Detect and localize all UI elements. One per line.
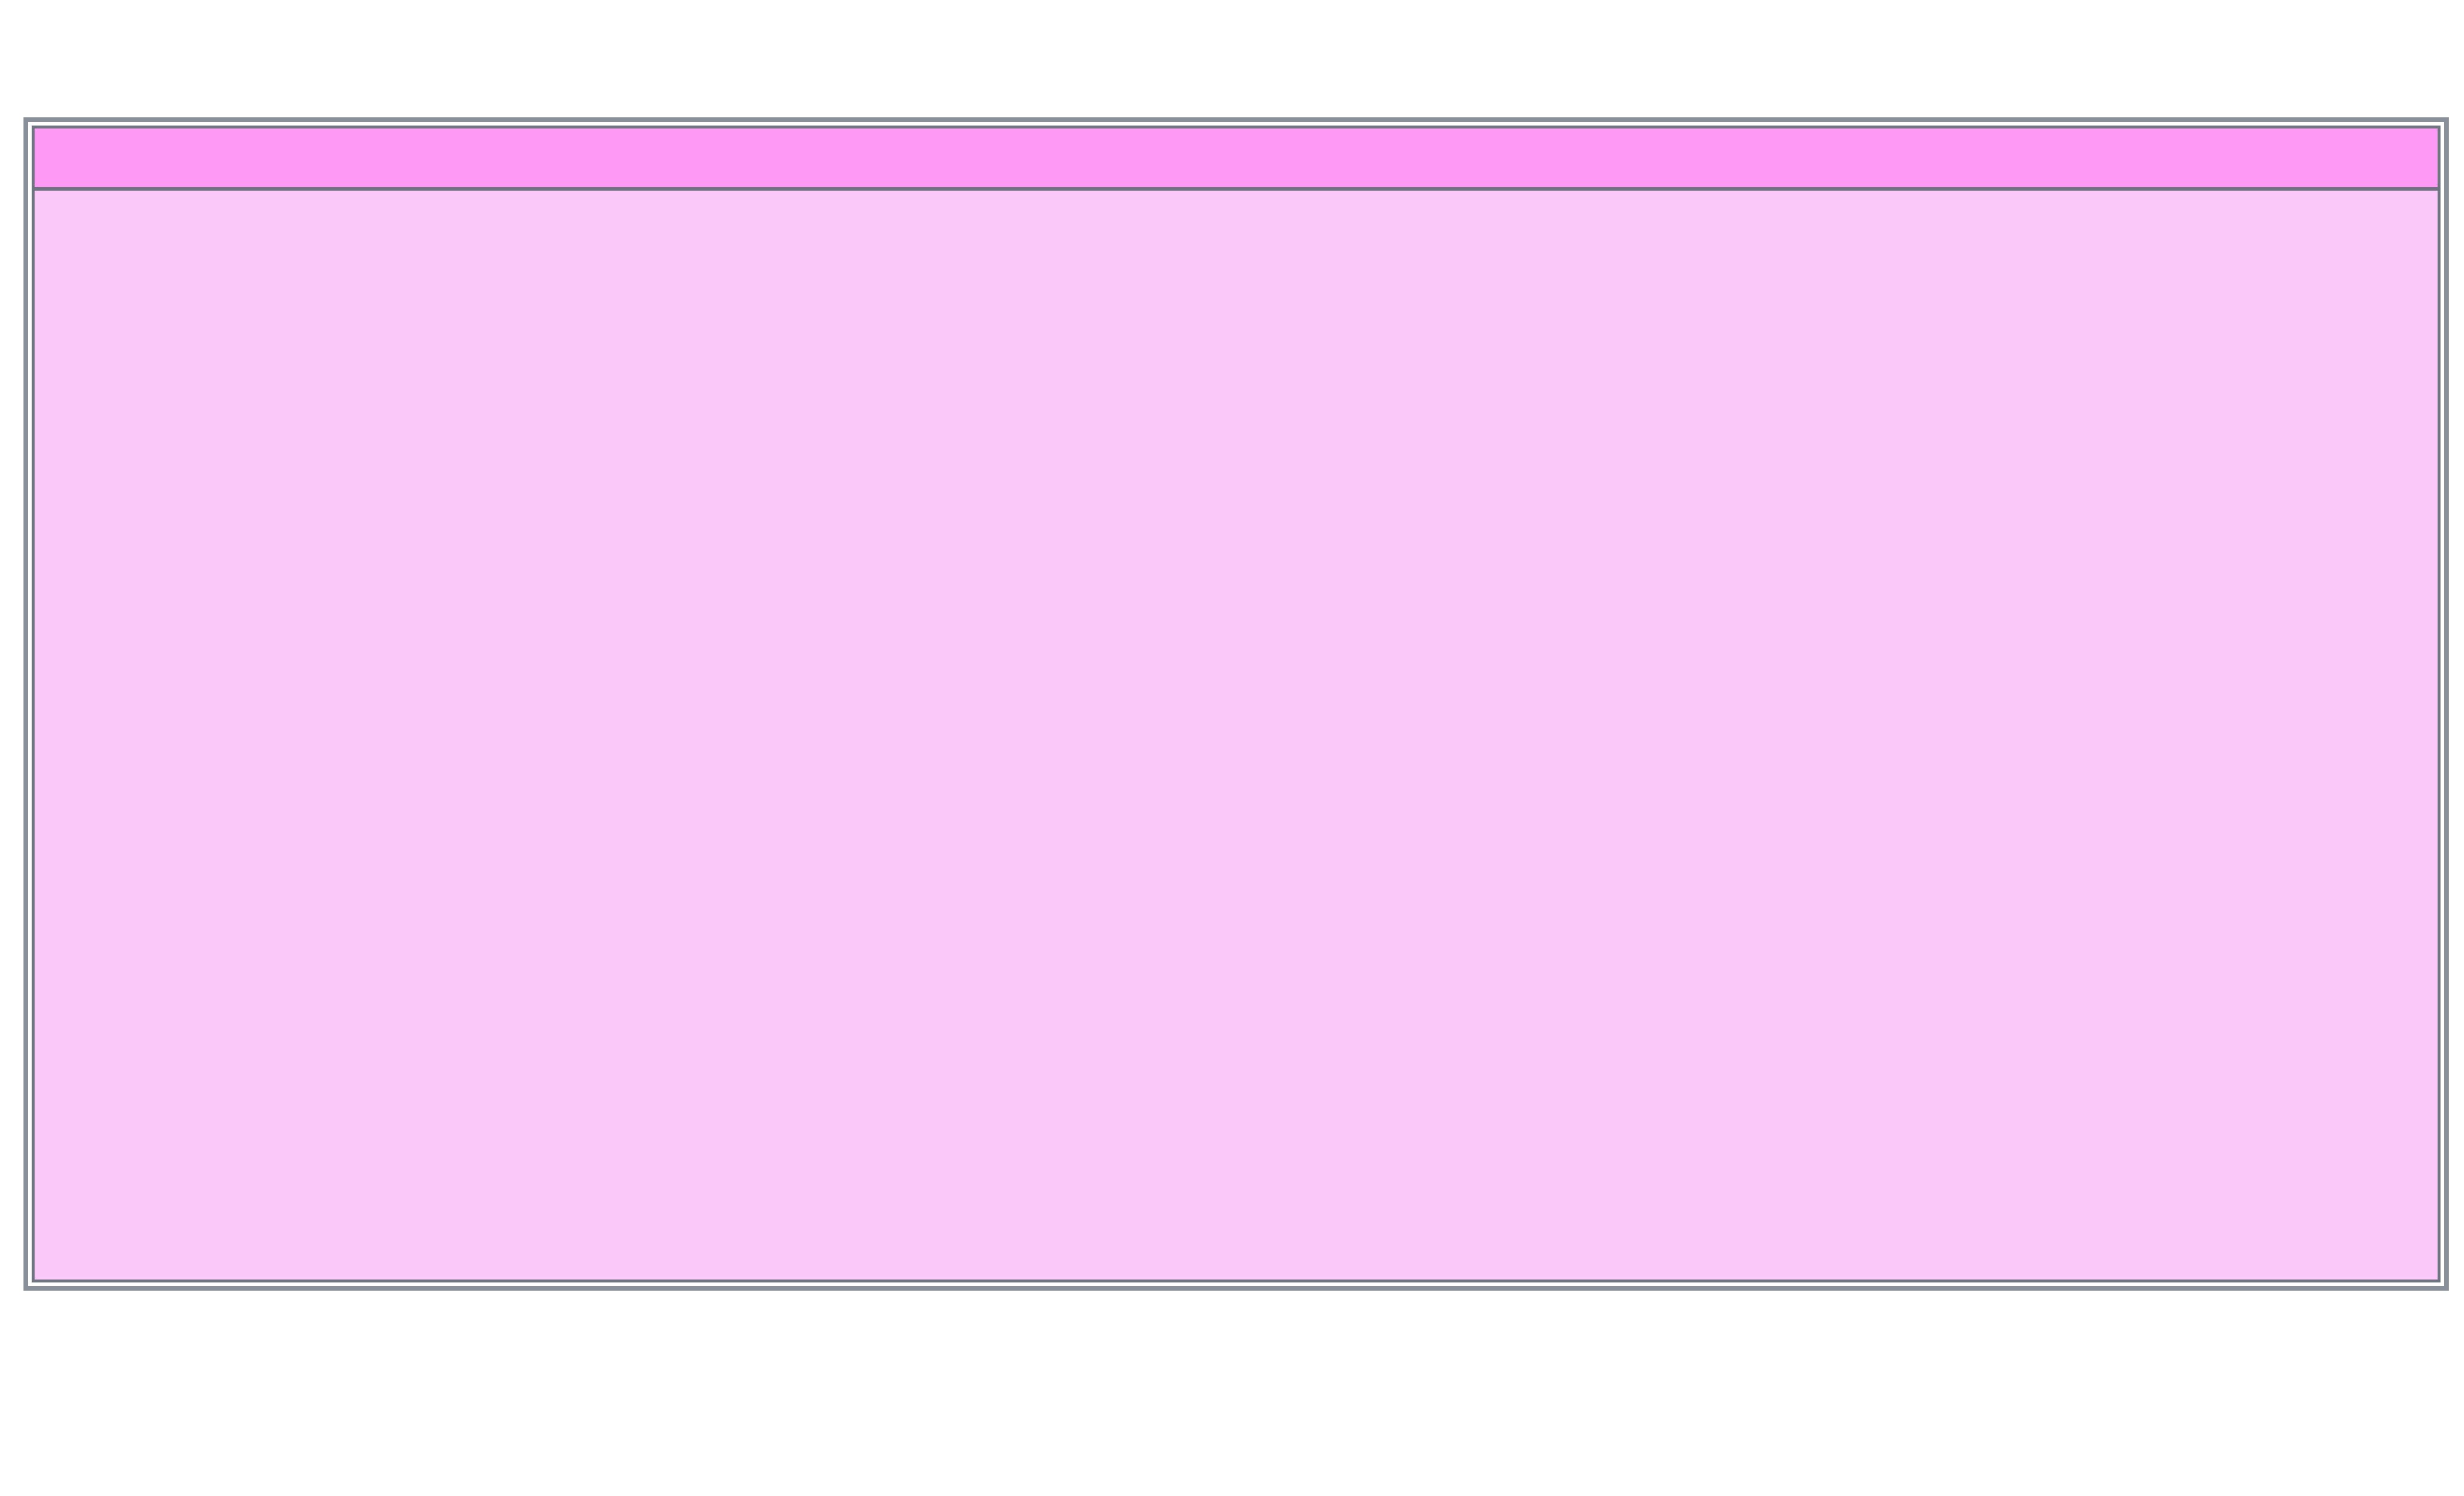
weekday-header [35, 128, 2438, 191]
calendar-table [23, 117, 2449, 1291]
calendar-frame [32, 126, 2441, 1282]
calendar-grid [35, 194, 2438, 1280]
